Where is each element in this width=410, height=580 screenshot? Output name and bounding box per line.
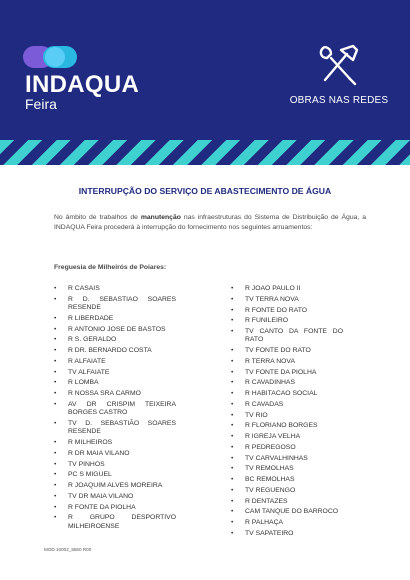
street-item: • R DR. BERNARDO COSTA	[54, 347, 176, 355]
street-item: • TV CANTO DA FONTE DO RATO	[231, 328, 343, 345]
street-item: • AV DR CRISPIM TEIXEIRA BORGES CASTRO	[54, 401, 176, 418]
street-item: • R PEDREGOSO	[231, 444, 343, 452]
street-item: • R LIBERDADE	[54, 315, 176, 323]
street-item: • R FUNILEIRO	[231, 317, 343, 325]
street-item: • R FLORIANO BORGES	[231, 422, 343, 430]
street-item: • R CAVADINHAS	[231, 379, 343, 387]
street-item: • R MILHEIROS	[54, 439, 176, 447]
street-item: • TV FONTE DA PIOLHA	[231, 369, 343, 377]
street-item: • R ALFAIATE	[54, 358, 176, 366]
section-title: Freguesia de Milheirós de Poiares:	[54, 264, 167, 271]
street-item: • TV PINHOS	[54, 461, 176, 469]
header-banner	[0, 0, 410, 165]
notice-title: INTERRUPÇÃO DO SERVIÇO DE ABASTECIMENTO DE ÁGUA	[78, 186, 332, 196]
street-item: • PC S MIGUEL	[54, 471, 176, 479]
intro-bold-word: manutenção	[140, 214, 181, 221]
intro-text-after: nas infraestruturas do Sistema de Distribuição de Água, a INDAQUA Feira procederá à interrupção do fornecimento nos seguintes arruamentos:	[54, 214, 366, 231]
street-item: • R LOMBA	[54, 379, 176, 387]
street-item: • TV CARVALHINHAS	[231, 455, 343, 463]
brand-name: INDAQUA	[25, 71, 140, 98]
street-item: • R FONTE DA PIOLHA	[54, 504, 176, 512]
indaqua-logo-icon	[23, 46, 83, 68]
street-item: • R CAVADAS	[231, 401, 343, 409]
hammer-wrench-icon	[313, 40, 363, 90]
street-item: • R DENTAZES	[231, 498, 343, 506]
street-item: • R PALHAÇA	[231, 519, 343, 527]
street-item: • R HABITACAO SOCIAL	[231, 390, 343, 398]
street-item: • R IGREJA VELHA	[231, 433, 343, 441]
street-item: • TV TERRA NOVA	[231, 296, 343, 304]
street-item: • R ANTONIO JOSE DE BASTOS	[54, 326, 176, 334]
street-item: • R FONTE DO RATO	[231, 307, 343, 315]
street-item: • CAM TANQUE DO BARROCO	[231, 508, 343, 516]
street-item: • R NOSSA SRA CARMO	[54, 390, 176, 398]
obras-nas-redes-label: OBRAS NAS REDES	[289, 95, 389, 106]
street-item: • TV D. SEBASTIÃO SOARES RESENDE	[54, 420, 176, 437]
street-item: • TV SAPATEIRO	[231, 530, 343, 538]
brand-subtitle: Feira	[25, 96, 57, 112]
street-item: • TV DR MAIA VILANO	[54, 493, 176, 501]
street-item: • TV ALFAIATE	[54, 369, 176, 377]
intro-text-before: No âmbito de trabalhos de	[54, 214, 141, 221]
street-list-right	[231, 285, 343, 541]
street-list-left	[54, 285, 176, 534]
street-item: • TV REMOLHAS	[231, 465, 343, 473]
street-item: • TV FONTE DO RATO	[231, 347, 343, 355]
stripe-band	[0, 140, 410, 165]
street-item: • R TERRA NOVA	[231, 358, 343, 366]
street-item: • R CASAIS	[54, 285, 176, 293]
intro-paragraph	[54, 213, 366, 232]
street-item: • TV RIO	[231, 412, 343, 420]
street-item: • R S. GERALDO	[54, 336, 176, 344]
street-item: • BC REMOLHAS	[231, 476, 343, 484]
street-item: • R GRUPO DESPORTIVO MILHEIROENSE	[54, 514, 176, 531]
street-item: • R DR MAIA VILANO	[54, 450, 176, 458]
street-item: • TV REGUENGO	[231, 487, 343, 495]
street-item: • R D. SEBASTIAO SOARES RESENDE	[54, 296, 176, 313]
street-item: • R JOAQUIM ALVES MOREIRA	[54, 482, 176, 490]
document-code: MOD 10002_5550 R00	[44, 547, 92, 552]
street-item: • R JOAO PAULO II	[231, 285, 343, 293]
